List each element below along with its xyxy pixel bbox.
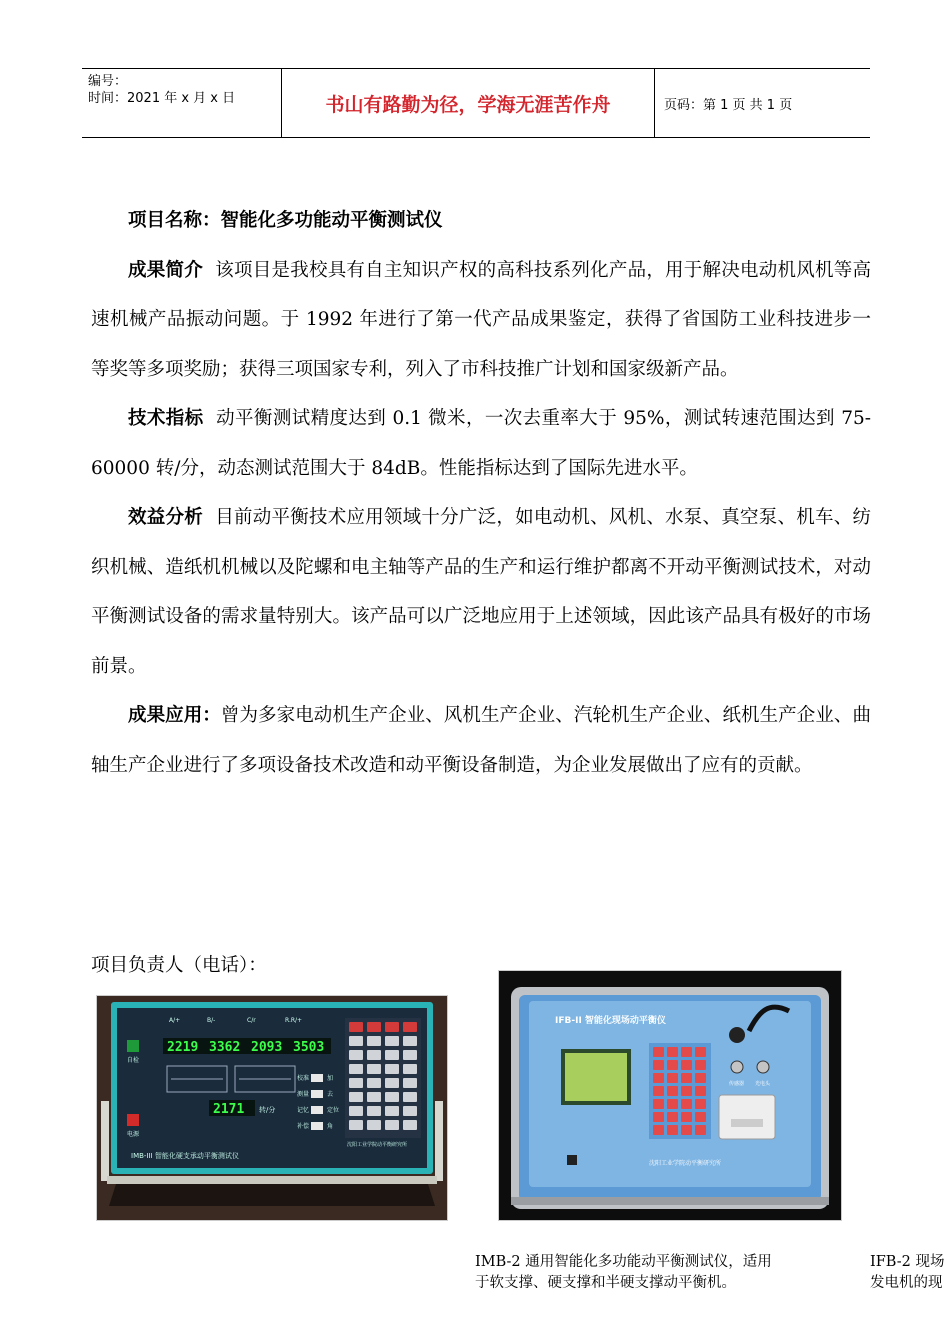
document-number-label: 编号：: [88, 74, 128, 89]
keypad-key: [367, 1036, 381, 1046]
section-intro: [91, 246, 871, 395]
keypad-key: [695, 1073, 706, 1083]
rpm-unit: 转/分: [259, 1106, 276, 1114]
jack-label: 传感器: [729, 1081, 745, 1087]
keypad-key: [695, 1047, 706, 1057]
keypad-key: [695, 1125, 706, 1135]
keypad-key: [653, 1086, 664, 1096]
keypad-key: [367, 1120, 381, 1130]
application-text: 曾为多家电动机生产企业、风机生产企业、汽轮机生产企业、纸机生产企业、曲轴生产企业进行了多项设备技术改造和动平衡设备制造，为企业发展做出了应有的贡献。: [91, 705, 871, 776]
keypad-key: [681, 1073, 692, 1083]
display-digits: 2093: [251, 1040, 283, 1055]
keypad-key: [349, 1036, 363, 1046]
keypad-key: [403, 1092, 417, 1102]
keypad-key: [653, 1060, 664, 1070]
header-motto: 书山有路勤为径，学海无涯苦作舟: [282, 69, 655, 137]
keypad-key: [653, 1125, 664, 1135]
keypad-key: [667, 1060, 678, 1070]
keypad-key: [403, 1022, 417, 1032]
keypad-key: [349, 1106, 363, 1116]
keypad-key: [367, 1106, 381, 1116]
intro-label: 成果简介: [128, 259, 203, 281]
keypad-key: [349, 1120, 363, 1130]
keypad-key: [667, 1099, 678, 1109]
keypad-key: [349, 1064, 363, 1074]
contact-label: 项目负责人（电话）：: [91, 955, 267, 976]
maker-label: 沈阳工业学院动平衡研究所: [347, 1142, 408, 1148]
keypad-key: [653, 1073, 664, 1083]
jack-label: 光电头: [755, 1081, 771, 1087]
keypad-key: [667, 1047, 678, 1057]
channel-label: B/-: [207, 1017, 216, 1024]
button-label: 补偿: [297, 1123, 310, 1130]
keypad-key: [349, 1022, 363, 1032]
keypad-key: [681, 1125, 692, 1135]
keypad-key: [403, 1106, 417, 1116]
keypad-key: [403, 1064, 417, 1074]
caption-left-line: 于软支撑、硬支撑和半硬支撑动平衡机。: [475, 1275, 736, 1291]
keypad-key: [349, 1092, 363, 1102]
keypad-key: [385, 1064, 399, 1074]
keypad-key: [681, 1047, 692, 1057]
keypad-key: [349, 1050, 363, 1060]
keypad-key: [403, 1078, 417, 1088]
intro-text: 该项目是我校具有自主知识产权的高科技系列化产品，用于解决电动机风机等高速机械产品振动问题。于 1992 年进行了第一代产品成果鉴定，获得了省国防工业科技进步一等奖等多项奖励；获得三项国家专利，列入了市科技推广计划和国家级新产品。: [91, 259, 871, 380]
display-digits: 2219: [167, 1040, 199, 1055]
keypad-key: [681, 1086, 692, 1096]
header-page-info: 页码：第 1 页 共 1 页: [664, 97, 793, 113]
channel-label: R.R/+: [285, 1017, 303, 1024]
button-label: 去: [327, 1091, 334, 1098]
keypad-key: [385, 1036, 399, 1046]
keypad-key: [403, 1120, 417, 1130]
keypad-key: [367, 1064, 381, 1074]
keypad-key: [653, 1047, 664, 1057]
tech-label: 技术指标: [128, 408, 204, 429]
keypad-key: [385, 1120, 399, 1130]
keypad-key: [667, 1112, 678, 1122]
keypad-key: [695, 1112, 706, 1122]
display-digits: 3503: [293, 1040, 325, 1055]
button-label: 加: [327, 1075, 334, 1082]
keypad-key: [667, 1125, 678, 1135]
photo-imb-device: [96, 995, 448, 1221]
keypad-key: [367, 1092, 381, 1102]
keypad-key: [653, 1112, 664, 1122]
keypad-key: [681, 1060, 692, 1070]
button-label: 定位: [327, 1107, 340, 1114]
keypad-key: [667, 1073, 678, 1083]
device-maker: 沈阳工业学院动平衡研究所: [649, 1160, 722, 1167]
tech-text: 动平衡测试精度达到 0.1 微米，一次去重率大于 95%，测试转速范围达到 75-60000 转/分，动态测试范围大于 84dB。性能指标达到了国际先进水平。: [91, 408, 871, 479]
caption-right-line: IFB-2 现场: [870, 1254, 945, 1270]
keypad-key: [349, 1078, 363, 1088]
keypad-key: [385, 1078, 399, 1088]
caption-right: [870, 1252, 944, 1294]
keypad-key: [681, 1099, 692, 1109]
display-digits: 3362: [209, 1040, 241, 1055]
keypad-key: [385, 1022, 399, 1032]
keypad-key: [367, 1050, 381, 1060]
project-title: 项目名称：智能化多功能动平衡测试仪: [128, 210, 443, 231]
button-label: 校准: [297, 1075, 310, 1082]
keypad-key: [681, 1112, 692, 1122]
caption-right-line: 发电机的现: [870, 1275, 943, 1291]
keypad-key: [695, 1099, 706, 1109]
channel-label: A/+: [169, 1017, 181, 1024]
header-meta: [82, 69, 282, 137]
panel-label: IMB-III 智能化硬支承动平衡测试仪: [131, 1152, 239, 1160]
photo-ifb-device: [498, 970, 842, 1221]
power-label: 电源: [127, 1131, 140, 1138]
keypad-key: [367, 1022, 381, 1032]
keypad-key: [653, 1099, 664, 1109]
keypad-key: [403, 1036, 417, 1046]
document-time-label: 时间：2021 年 x 月 x 日: [88, 91, 236, 106]
application-label: 成果应用：: [128, 705, 221, 726]
button-label: 测量: [297, 1091, 310, 1098]
auto-label: 自检: [127, 1057, 140, 1064]
keypad-key: [367, 1078, 381, 1088]
keypad-key: [385, 1106, 399, 1116]
device-title: IFB-II 智能化现场动平衡仪: [555, 1016, 666, 1026]
keypad-key: [403, 1050, 417, 1060]
caption-left-line: IMB-2 通用智能化多功能动平衡测试仪，适用: [475, 1254, 772, 1270]
section-benefit: [91, 493, 871, 691]
button-label: 记忆: [297, 1107, 310, 1114]
rpm-digits: 2171: [213, 1102, 245, 1117]
section-application: [91, 691, 871, 790]
keypad-key: [385, 1092, 399, 1102]
page-header: [82, 68, 870, 138]
keypad-key: [695, 1060, 706, 1070]
keypad-key: [385, 1050, 399, 1060]
benefit-label: 效益分析: [128, 507, 203, 528]
document-body: [91, 196, 871, 790]
caption-left: [475, 1252, 772, 1294]
benefit-text: 目前动平衡技术应用领域十分广泛，如电动机、风机、水泵、真空泵、机车、纺织机械、造纸机机械以及陀螺和电主轴等产品的生产和运行维护都离不开动平衡测试技术，对动平衡测试设备的需求量特别大。该产品可以广泛地应用于上述领域，因此该产品具有极好的市场前景。: [91, 507, 871, 677]
button-label: 角: [327, 1123, 334, 1130]
section-tech: [91, 394, 871, 493]
channel-label: C/r: [247, 1017, 256, 1024]
keypad-key: [667, 1086, 678, 1096]
keypad-key: [695, 1086, 706, 1096]
